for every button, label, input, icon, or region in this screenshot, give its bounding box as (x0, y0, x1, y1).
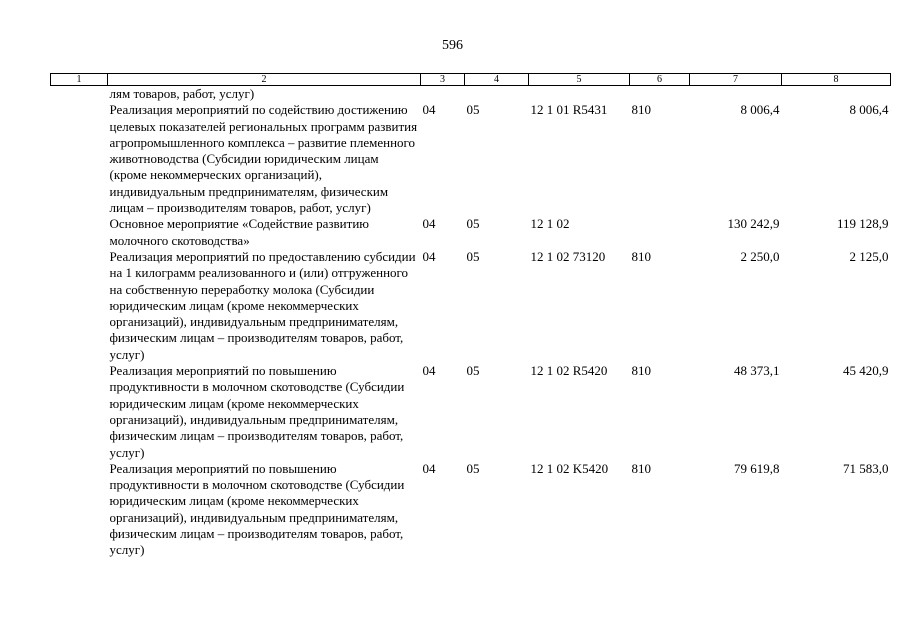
amount-year-1: 8 006,4 (740, 102, 780, 118)
expense-type-code: 810 (631, 460, 651, 476)
row-index-cell (51, 102, 108, 216)
expense-type-code: 810 (631, 363, 651, 379)
amount-year-1: 2 250,0 (740, 248, 780, 264)
subsection-code: 05 (466, 363, 480, 379)
column-header: 7 (690, 74, 782, 86)
amount-year-1: 48 373,1 (734, 363, 780, 379)
item-name: Реализация мероприятий по повышению продуктивности в молочном скотоводстве (Субсидии юридическим лицам (кроме некоммерческих организаций), индивидуальным предпринимателям, физическим лицам – производителям товаров, работ, услуг) (109, 363, 405, 460)
column-header: 4 (465, 74, 529, 86)
row-index-cell (51, 363, 108, 461)
item-name: лям товаров, работ, услуг) (109, 86, 255, 101)
amount-year-1: 79 619,8 (734, 460, 780, 476)
column-header: 5 (529, 74, 630, 86)
column-header: 1 (51, 74, 108, 86)
target-article-code: 12 1 02 R5420 (530, 363, 608, 379)
row-index-cell (51, 86, 108, 103)
amount-year-2: 71 583,0 (843, 460, 889, 476)
amount-year-2: 45 420,9 (843, 363, 889, 379)
table-row (51, 102, 891, 216)
table-row (51, 363, 891, 461)
item-name: Реализация мероприятий по повышению продуктивности в молочном скотоводстве (Субсидии юридическим лицам (кроме некоммерческих организаций), индивидуальным предпринимателям, физическим лицам – производителям товаров, работ, услуг) (109, 460, 405, 558)
amount-year-2: 2 125,0 (849, 248, 889, 264)
column-header: 2 (108, 74, 421, 86)
amount-year-2 (782, 86, 891, 103)
table-row (51, 249, 891, 363)
expense-type-code: 810 (631, 102, 651, 118)
column-header-row (51, 74, 891, 86)
subsection-code: 05 (466, 460, 480, 476)
section-code: 04 (422, 460, 436, 476)
row-index-cell (51, 216, 108, 249)
table-row (51, 86, 891, 103)
section-code: 04 (422, 363, 436, 379)
target-article-code: 12 1 02 (530, 216, 570, 232)
expense-type-code (630, 86, 690, 103)
amount-year-2: 119 128,9 (836, 216, 889, 232)
item-name: Основное мероприятие «Содействие развитию молочного скотоводства» (109, 216, 369, 248)
table-row (51, 216, 891, 249)
amount-year-2: 8 006,4 (849, 102, 889, 118)
target-article-code: 12 1 02 K5420 (530, 460, 609, 476)
subsection-code (465, 86, 529, 103)
subsection-code: 05 (466, 248, 480, 264)
page-number: 596 (442, 38, 463, 53)
column-header: 3 (421, 74, 465, 86)
subsection-code: 05 (466, 216, 480, 232)
expense-type-code: 810 (631, 248, 651, 264)
row-index-cell (51, 461, 108, 559)
target-article-code (529, 86, 630, 103)
column-header: 6 (630, 74, 690, 86)
item-name: Реализация мероприятий по предоставлению субсидии на 1 килограмм реализованного и (или) отгруженного на собственную переработку молока (Субсидии юридическим лицам (кроме некоммерческих организаций), индивидуальным предпринимателям, физическим лицам – производителям товаров, работ, услуг) (109, 248, 416, 362)
target-article-code: 12 1 02 73120 (530, 248, 606, 264)
item-name: Реализация мероприятий по содействию достижению целевых показателей региональных программ развития агропромышленного комплекса – развитие племенного животноводства (Субсидии юридическим лицам (кроме некоммерческих организаций), индивидуальным предпринимателям, физическим лицам – производителям товаров, работ, услуг) (109, 102, 418, 216)
subsection-code: 05 (466, 102, 480, 118)
amount-year-1 (690, 86, 782, 103)
row-index-cell (51, 249, 108, 363)
section-code: 04 (422, 248, 436, 264)
target-article-code: 12 1 01 R5431 (530, 102, 608, 118)
amount-year-1: 130 242,9 (727, 216, 780, 232)
section-code: 04 (422, 216, 436, 232)
table-row (51, 461, 891, 559)
expense-type-code (630, 216, 690, 249)
column-header: 8 (782, 74, 891, 86)
section-code (421, 86, 465, 103)
section-code: 04 (422, 102, 436, 118)
budget-table (50, 73, 891, 559)
